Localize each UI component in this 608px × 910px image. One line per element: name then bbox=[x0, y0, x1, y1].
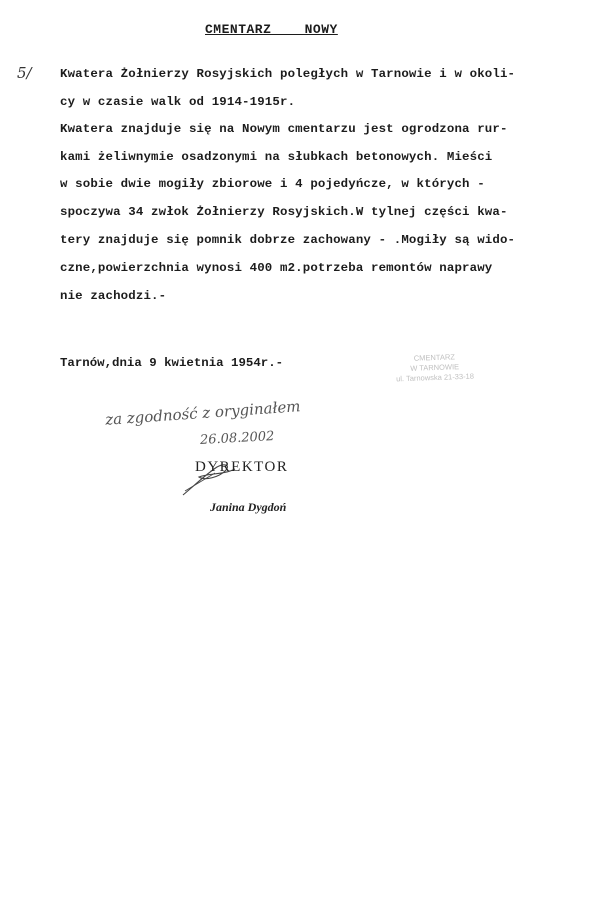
body-line: cy w czasie walk od 1914-1915r. bbox=[60, 95, 296, 109]
body-line: Kwatera znajduje się na Nowym cmentarzu jest ogrodzona rur- bbox=[60, 122, 508, 136]
faded-stamp bbox=[359, 350, 511, 403]
stamp-line: ul. Tarnowska 21-33-18 bbox=[395, 371, 475, 384]
body-line: kami żeliwnymie osadzonymi na słubkach betonowych. Mieści bbox=[60, 150, 493, 164]
stamp-line: CMENTARZ bbox=[413, 352, 456, 363]
certification-date: 26.08.2002 bbox=[199, 429, 275, 448]
signatory-title: DYREKTOR bbox=[195, 459, 289, 475]
body-line: tery znajduje się pomnik dobrze zachowany - .Mogiły są wido- bbox=[60, 233, 516, 247]
signatory-name: Janina Dygdoń bbox=[210, 500, 287, 514]
certification-note: za zgodność z oryginałem bbox=[104, 397, 302, 429]
stamp-line: W TARNOWIE bbox=[410, 362, 460, 373]
body-line: w sobie dwie mogiły zbiorowe i 4 pojedyńcze, w których - bbox=[60, 177, 485, 191]
document-header: CMENTARZ NOWY bbox=[205, 22, 338, 37]
body-line: nie zachodzi.- bbox=[60, 289, 167, 303]
item-number: 5/ bbox=[17, 64, 32, 82]
body-line: Kwatera Żołnierzy Rosyjskich poległych w Tarnowie i w okoli- bbox=[60, 67, 516, 81]
body-line: spoczywa 34 zwłok Żołnierzy Rosyjskich.W tylnej części kwa- bbox=[60, 205, 508, 219]
place-and-date: Tarnów,dnia 9 kwietnia 1954r.- bbox=[60, 356, 284, 370]
body-line: czne,powierzchnia wynosi 400 m2.potrzeba remontów naprawy bbox=[60, 261, 493, 275]
